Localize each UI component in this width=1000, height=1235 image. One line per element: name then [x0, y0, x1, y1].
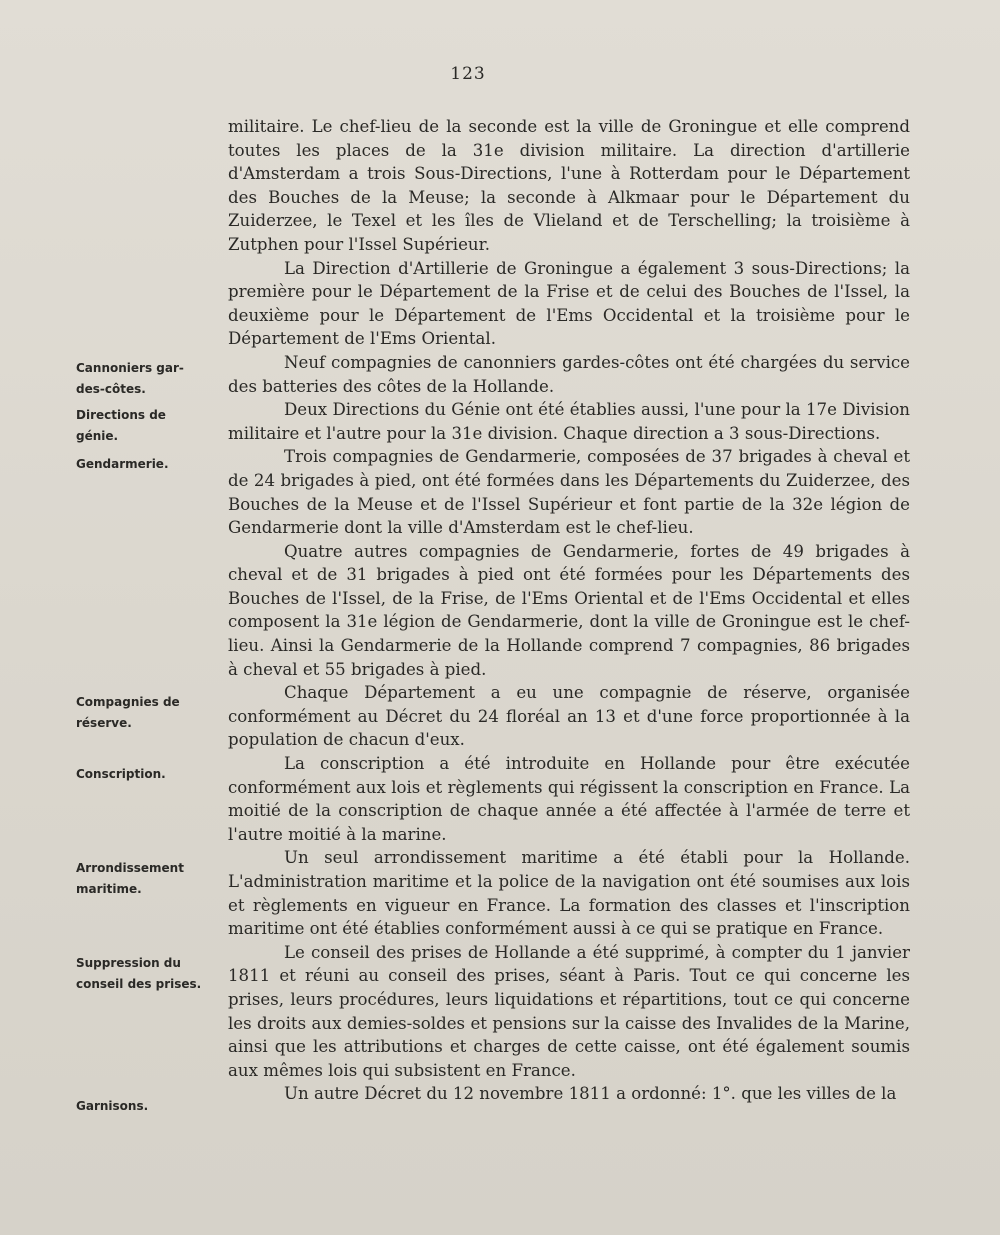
paragraph: Neuf compagnies de canonniers gardes-côtes ont été chargées du service des batteries des côtes de la Hollande. — [228, 352, 910, 396]
paragraph: Trois compagnies de Gendarmerie, composées de 37 brigades à cheval et de 24 brigades à pied, ont été formées dans les Départements du Zuiderzee, des Bouches de la Meuse et de l'Issel Supérieur et font partie de la 32e légion de Gendarmerie dont la ville d'Amsterdam est le chef-lieu. — [228, 447, 910, 538]
margin-note-canonniers — [76, 358, 204, 400]
margin-note-garnisons — [76, 1096, 204, 1117]
margin-note-prises — [76, 953, 204, 995]
margin-note-line: Conscription. — [76, 767, 166, 781]
margin-note-reserve — [76, 692, 204, 734]
margin-note-line: génie. — [76, 429, 119, 443]
paragraph: Un autre Décret du 12 novembre 1811 a ordonné: 1°. que les villes de la — [284, 1084, 897, 1104]
paragraph: Quatre autres compagnies de Gendarmerie, fortes de 49 brigades à cheval et de 31 brigades à pied ont été formées pour les Départements des Bouches de l'Issel, de la Frise, de l'Ems Oriental et de l'Ems Occidental et elles composent la 31e légion de Gendarmerie, dont la ville de Groningue est le chef-lieu. Ainsi la Gendarmerie de la Hollande comprend 7 compagnies, 86 brigades à cheval et 55 brigades à pied. — [228, 541, 910, 679]
margin-note-line: Directions de — [76, 408, 166, 422]
margin-note-line: Cannoniers gar- — [76, 361, 184, 375]
margin-note-genie — [76, 405, 204, 447]
margin-note-conscription — [76, 764, 204, 785]
paragraph: Deux Directions du Génie ont été établies aussi, l'une pour la 17e Division militaire et l'autre pour la 31e division. Chaque direction a 3 sous-Directions. — [228, 400, 910, 443]
body-text — [228, 115, 910, 1106]
margin-note-line: des-côtes. — [76, 382, 146, 396]
margin-note-line: Gendarmerie. — [76, 457, 169, 471]
margin-note-arrondissement — [76, 858, 204, 900]
margin-note-gendarmerie — [76, 454, 204, 475]
page-number: 123 — [450, 64, 486, 84]
margin-note-line: Compagnies de — [76, 695, 180, 709]
paragraph: Le conseil des prises de Hollande a été supprimé, à compter du 1 janvier 1811 et réuni au conseil des prises, séant à Paris. Tout ce qui concerne les prises, leurs procédures, leurs liquidations et répartitions, tout ce qui concerne les droits aux demies-soldes et pensions sur la caisse des Invalides de la Marine, ainsi que les attributions et charges de cette caisse, ont été également soumis aux mêmes lois qui subsistent en France. — [228, 942, 910, 1080]
margin-note-line: Arrondissement — [76, 861, 184, 875]
margin-note-line: conseil des prises. — [76, 977, 202, 991]
paragraph: La conscription a été introduite en Hollande pour être exécutée conformément aux lois et règlements qui régissent la conscription en France. La moitié de la conscription de chaque année a été affectée à l'armée de terre et l'autre moitié à la marine. — [228, 754, 910, 844]
paragraph: Un seul arrondissement maritime a été établi pour la Hollande. L'administration maritime et la police de la navigation ont été soumises aux lois et règlements en vigueur en France. La formation des classes et l'inscription maritime ont été établies conformément aussi à ce qui se pratique en France. — [228, 848, 910, 939]
margin-note-line: maritime. — [76, 882, 142, 896]
paragraph: Chaque Département a eu une compagnie de réserve, organisée conformément au Décret du 24 floréal an 13 et d'une force proportionnée à la population de chacun d'eux. — [228, 683, 910, 750]
margin-note-line: Suppression du — [76, 956, 181, 970]
paragraph: La Direction d'Artillerie de Groningue a également 3 sous-Directions; la première pour le Département de la Frise et de celui des Bouches de l'Issel, la deuxième pour le Département de l'Ems Occidental et la troisième pour le Département de l'Ems Oriental. — [228, 258, 910, 349]
paragraph: militaire. Le chef-lieu de la seconde est la ville de Groningue et elle comprend toutes les places de la 31e division militaire. La direction d'artillerie d'Amsterdam a trois Sous-Directions, l'une à Rotterdam pour le Département des Bouches de la Meuse; la seconde à Alkmaar pour le Département du Zuiderzee, le Texel et les îles de Vlieland et de Terschelling; la troisième à Zutphen pour l'Issel Supérieur. — [228, 117, 910, 254]
margin-note-line: réserve. — [76, 716, 132, 730]
margin-note-line: Garnisons. — [76, 1099, 149, 1113]
